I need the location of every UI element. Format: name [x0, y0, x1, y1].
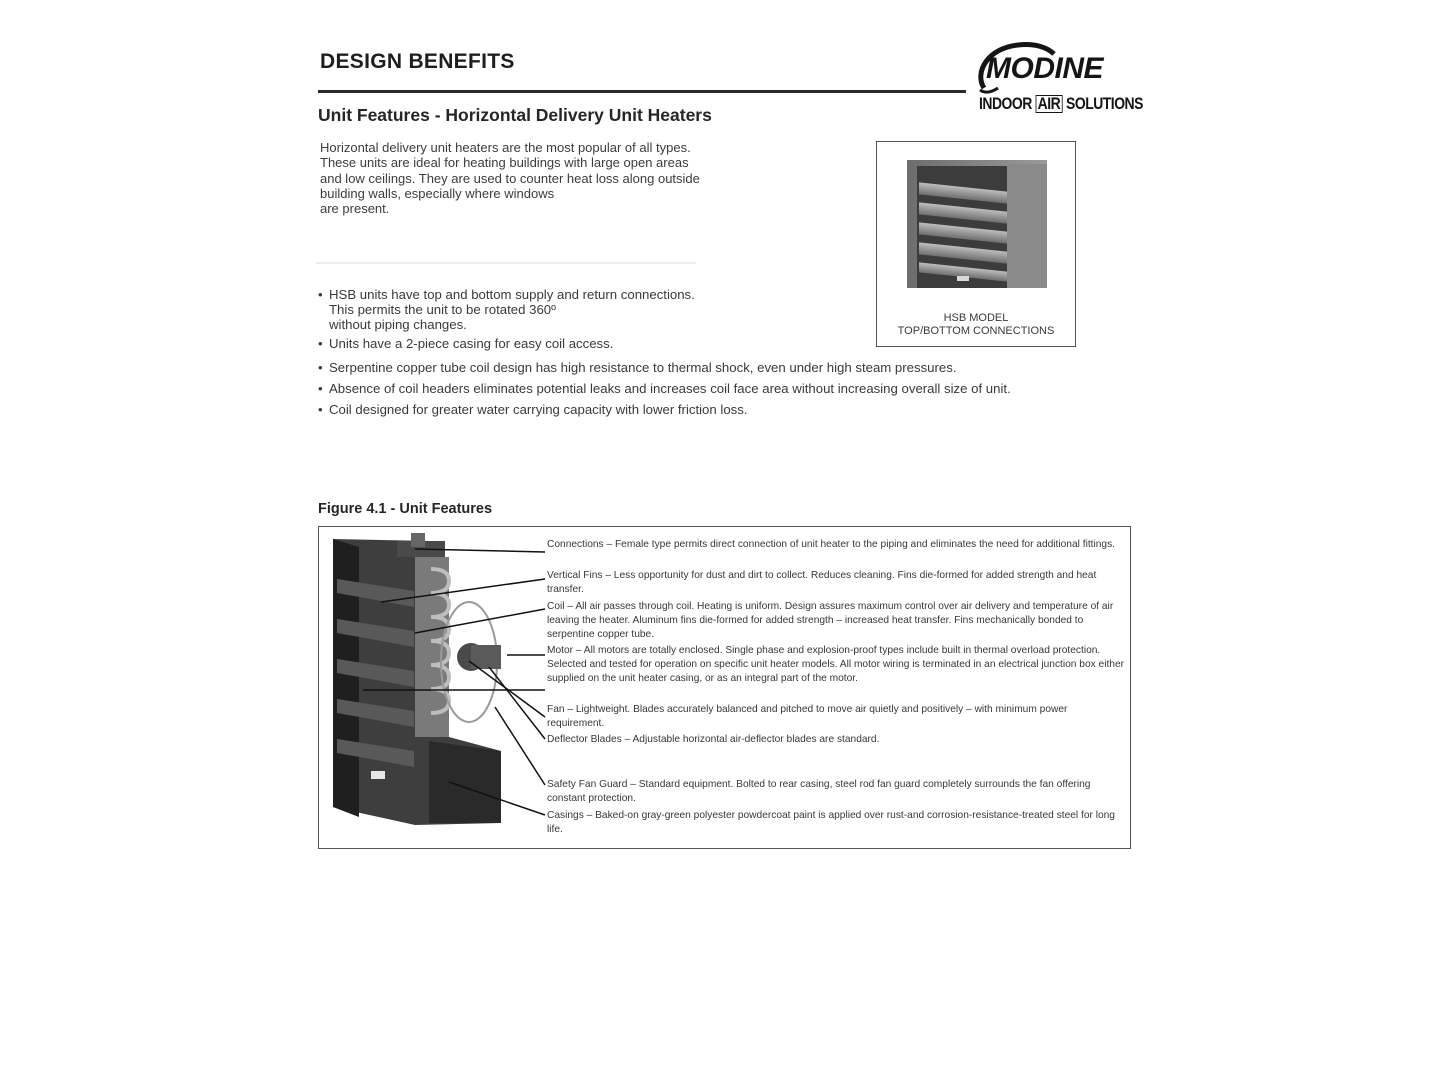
intro-line: are present.	[320, 201, 390, 217]
header-rule	[318, 90, 966, 93]
hsb-model-photo	[876, 141, 1076, 347]
page-subtitle: Unit Features - Horizontal Delivery Unit Heaters	[318, 105, 712, 125]
bullet-dot-icon: •	[318, 336, 323, 351]
logo-tagline	[979, 94, 1143, 114]
list-item: • Absence of coil headers eliminates potential leaks and increases coil face area without increasing overall size of unit.	[318, 381, 1011, 396]
feature-deflector-blades: Deflector Blades – Adjustable horizontal air-deflector blades are standard.	[547, 734, 880, 745]
feature-safety-fan-guard: Safety Fan Guard – Standard equipment. Bolted to rear casing, steel rod fan guard completely surrounds the fan offering constant protection.	[547, 779, 1091, 804]
logo-tag-air: AIR	[1035, 95, 1062, 113]
list-item: • Serpentine copper tube coil design has high resistance to thermal shock, even under high steam pressures.	[318, 360, 957, 375]
photo-caption: HSB MODEL TOP/BOTTOM CONNECTIONS	[897, 312, 1055, 337]
feature-casings: Casings – Baked-on gray-green polyester powdercoat paint is applied over rust-and corrosion-resistance-treated steel for long life.	[547, 810, 1115, 835]
cutaway-unit-heater-icon	[319, 527, 547, 848]
section-title: DESIGN BENEFITS	[320, 50, 515, 73]
intro-line: Horizontal delivery unit heaters are the most popular of all types.	[320, 140, 691, 155]
modine-logo	[966, 42, 1143, 124]
bullet-dot-icon: •	[318, 287, 323, 302]
intro-line: These units are ideal for heating buildings with large open areas	[320, 155, 689, 171]
list-item: • HSB units have top and bottom supply and return connections. This permits the unit to be rotated 360º without piping changes.	[318, 287, 695, 333]
list-item: • Units have a 2-piece casing for easy coil access.	[318, 336, 614, 351]
bullet-dot-icon: •	[318, 381, 323, 396]
logo-tag-post: SOLUTIONS	[1062, 94, 1143, 113]
feature-connections: Connections – Female type permits direct connection of unit heater to the piping and eliminates the need for additional fittings.	[547, 539, 1116, 550]
logo-wordmark: MODINE	[986, 52, 1103, 85]
feature-coil: Coil – All air passes through coil. Heating is uniform. Design assures maximum control over air delivery and temperature of air leaving the heater. Aluminum fins die-formed for added strength – increased heat transfer. Fins mechanically bonded to serpentine copper tube.	[547, 601, 1114, 640]
faint-divider	[316, 262, 696, 264]
unit-features-figure	[318, 526, 1131, 849]
list-item: • Coil designed for greater water carrying capacity with lower friction loss.	[318, 402, 748, 417]
figure-title: Figure 4.1 - Unit Features	[318, 501, 493, 517]
bullet-dot-icon: •	[318, 402, 323, 417]
intro-paragraph	[320, 140, 760, 216]
intro-line: and low ceilings. They are used to counter heat loss along outside	[320, 170, 700, 186]
logo-tag-pre: INDOOR	[979, 94, 1036, 113]
feature-motor: Motor – All motors are totally enclosed. Single phase and explosion-proof types include built in thermal overload protection. Selected and tested for operation on specific unit heater models. All motor wiring is terminated in an electrical junction box either supplied on the unit heater casing, or as an integral part of the motor.	[547, 645, 1125, 684]
unit-heater-photo-icon	[877, 142, 1075, 307]
intro-line: building walls, especially where windows	[320, 185, 555, 201]
feature-vertical-fins: Vertical Fins – Less opportunity for dust and dirt to collect. Reduces cleaning. Fins die-formed for added strength and heat transfer.	[547, 570, 1097, 595]
feature-fan: Fan – Lightweight. Blades accurately balanced and pitched to move air quietly and positively – with minimum power requirement.	[547, 704, 1068, 729]
bullet-dot-icon: •	[318, 360, 323, 375]
